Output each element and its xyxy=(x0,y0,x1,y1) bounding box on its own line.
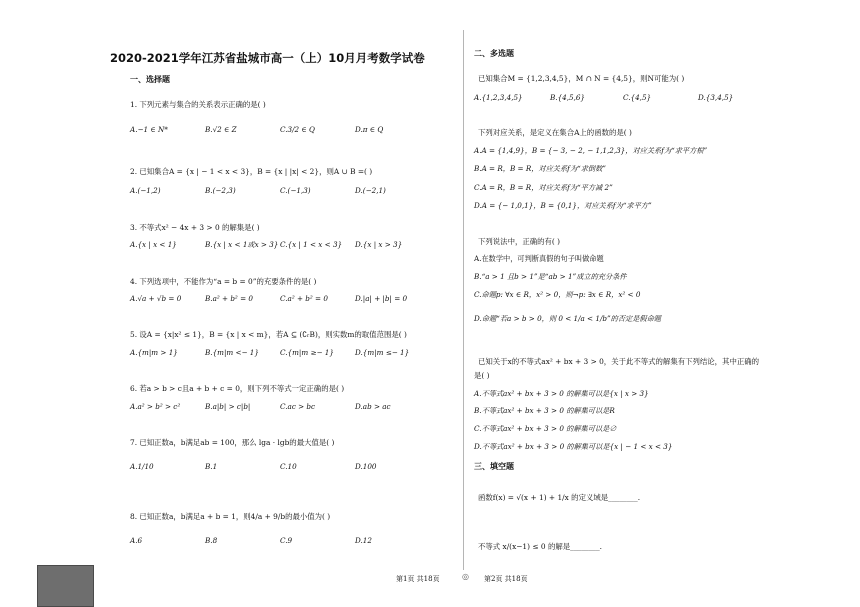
question-1: 1. 下列元素与集合的关系表示正确的是( ) xyxy=(130,100,266,109)
q5-option-c: C.{m|m ≥− 1} xyxy=(280,348,334,357)
m3-option-b: B.“a > 1 且b > 1”是“ab > 1”成立的充分条件 xyxy=(474,272,627,281)
q7-option-c: C.10 xyxy=(280,462,297,471)
multi-question-4: 已知关于x的不等式ax² + bx + 3 > 0，关于此不等式的解集有下列结论，其中正确的 xyxy=(478,357,760,366)
multi-question-1: 已知集合M = {1,2,3,4,5}，M ∩ N = {4,5}，则N可能为( ) xyxy=(478,74,685,83)
m4-option-d: D.不等式ax² + bx + 3 > 0 的解集可以是{x | − 1 < x < 3} xyxy=(474,442,673,451)
question-5: 5. 设A = {x|x² ≤ 1}，B = {x | x < m}，若A ⊆ (∁ᵣB)，则实数m的取值范围是( ) xyxy=(130,330,407,339)
exam-title: 2020-2021学年江苏省盐城市高一（上）10月月考数学试卷 xyxy=(110,51,425,65)
m3-option-a: A.在数学中，可判断真假的句子叫做命题 xyxy=(474,254,604,263)
question-4: 4. 下列选项中，不能作为“a = b = 0”的充要条件的是( ) xyxy=(130,277,317,286)
q6-option-b: B.a|b| > c|b| xyxy=(205,402,251,411)
q8-option-b: B.8 xyxy=(205,536,218,545)
q8-option-a: A.6 xyxy=(130,536,143,545)
right-page xyxy=(430,0,860,607)
m1-option-c: C.{4,5} xyxy=(623,93,652,102)
q7-option-d: D.100 xyxy=(355,462,377,471)
q3-option-d: D.{x | x > 3} xyxy=(355,240,403,249)
q6-option-a: A.a² > b² > c² xyxy=(130,402,181,411)
m1-option-d: D.{3,4,5} xyxy=(698,93,734,102)
section-multi-heading: 二、多选题 xyxy=(474,49,514,58)
footer-right-page-number: 第2页 共18页 xyxy=(484,575,528,583)
fill-question-2: 不等式 x/(x−1) ≤ 0 的解是________. xyxy=(478,542,603,551)
m4-option-c: C.不等式ax² + bx + 3 > 0 的解集可以是∅ xyxy=(474,424,617,433)
question-2: 2. 已知集合A = {x | − 1 < x < 3}，B = {x | |x| < 2}，则A ∪ B =( ) xyxy=(130,167,373,176)
q1-option-b: B.√2 ∈ Z xyxy=(205,125,237,134)
section-choice-heading: 一、选择题 xyxy=(130,75,170,84)
m2-option-b: B.A = R，B = R，对应关系f为“求倒数” xyxy=(474,164,606,173)
m4-option-b: B.不等式ax² + bx + 3 > 0 的解集可以是R xyxy=(474,406,615,415)
q4-option-a: A.√a + √b = 0 xyxy=(130,294,182,303)
m2-option-d: D.A = {− 1,0,1}，B = {0,1}，对应关系f为“求平方” xyxy=(474,201,652,210)
q2-option-d: D.(−2,1) xyxy=(355,186,386,195)
m1-option-a: A.{1,2,3,4,5} xyxy=(474,93,523,102)
m2-option-a: A.A = {1,4,9}，B = {− 3, − 2, − 1,1,2,3}，对应关系f为“求平方根” xyxy=(474,146,708,155)
m1-option-b: B.{4,5,6} xyxy=(550,93,586,102)
q3-option-c: C.{x | 1 < x < 3} xyxy=(280,240,343,249)
q5-option-d: D.{m|m ≤− 1} xyxy=(355,348,410,357)
circle-icon: ◎ xyxy=(462,572,469,581)
footer-left-page-number: 第1页 共18页 xyxy=(396,575,440,583)
section-fill-heading: 三、填空题 xyxy=(474,462,514,471)
q7-option-b: B.1 xyxy=(205,462,218,471)
q4-option-d: D.|a| + |b| = 0 xyxy=(355,294,408,303)
q1-option-c: C.3/2 ∈ Q xyxy=(280,125,315,134)
gray-thumbnail-block xyxy=(37,565,94,607)
q3-option-a: A.{x | x < 1} xyxy=(130,240,177,249)
q8-option-c: C.9 xyxy=(280,536,293,545)
question-3: 3. 不等式x² − 4x + 3 > 0 的解集是( ) xyxy=(130,223,260,232)
q6-option-c: C.ac > bc xyxy=(280,402,316,411)
q2-option-a: A.(−1,2) xyxy=(130,186,161,195)
question-8: 8. 已知正数a，b满足a + b = 1，则4/a + 9/b的最小值为( ) xyxy=(130,512,331,521)
m3-option-d: D.命题“若a > b > 0，则 0 < 1/a < 1/b”的否定是假命题 xyxy=(474,314,661,323)
q2-option-c: C.(−1,3) xyxy=(280,186,311,195)
q5-option-a: A.{m|m > 1} xyxy=(130,348,178,357)
q7-option-a: A.1/10 xyxy=(130,462,154,471)
multi-question-2: 下列对应关系，是定义在集合A上的函数的是( ) xyxy=(478,128,632,137)
q4-option-c: C.a² + b² = 0 xyxy=(280,294,328,303)
q1-option-d: D.π ∈ Q xyxy=(355,125,384,134)
question-6: 6. 若a > b > c且a + b + c = 0，则下列不等式一定正确的是( ) xyxy=(130,384,345,393)
q6-option-d: D.ab > ac xyxy=(355,402,391,411)
m3-option-c: C.命题p: ∀x ∈ R，x² > 0，则¬p: ∃x ∈ R，x² < 0 xyxy=(474,290,641,299)
m4-option-a: A.不等式ax² + bx + 3 > 0 的解集可以是{x | x > 3} xyxy=(474,389,649,398)
multi-question-3: 下列说法中，正确的有( ) xyxy=(478,237,561,246)
q4-option-b: B.a² + b² = 0 xyxy=(205,294,253,303)
question-7: 7. 已知正数a，b满足ab = 100，那么 lga · lgb的最大值是( ) xyxy=(130,438,335,447)
q8-option-d: D.12 xyxy=(355,536,372,545)
multi-question-4-cont: 是( ) xyxy=(474,371,490,380)
q1-option-a: A.−1 ∈ N* xyxy=(130,125,168,134)
q3-option-b: B.{x | x < 1或x > 3} xyxy=(205,240,279,249)
fill-question-1: 函数f(x) = √(x + 1) + 1/x 的定义域是________. xyxy=(478,493,641,502)
q2-option-b: B.(−2,3) xyxy=(205,186,236,195)
m2-option-c: C.A = R，B = R，对应关系f为“平方减 2” xyxy=(474,183,613,192)
q5-option-b: B.{m|m <− 1} xyxy=(205,348,259,357)
